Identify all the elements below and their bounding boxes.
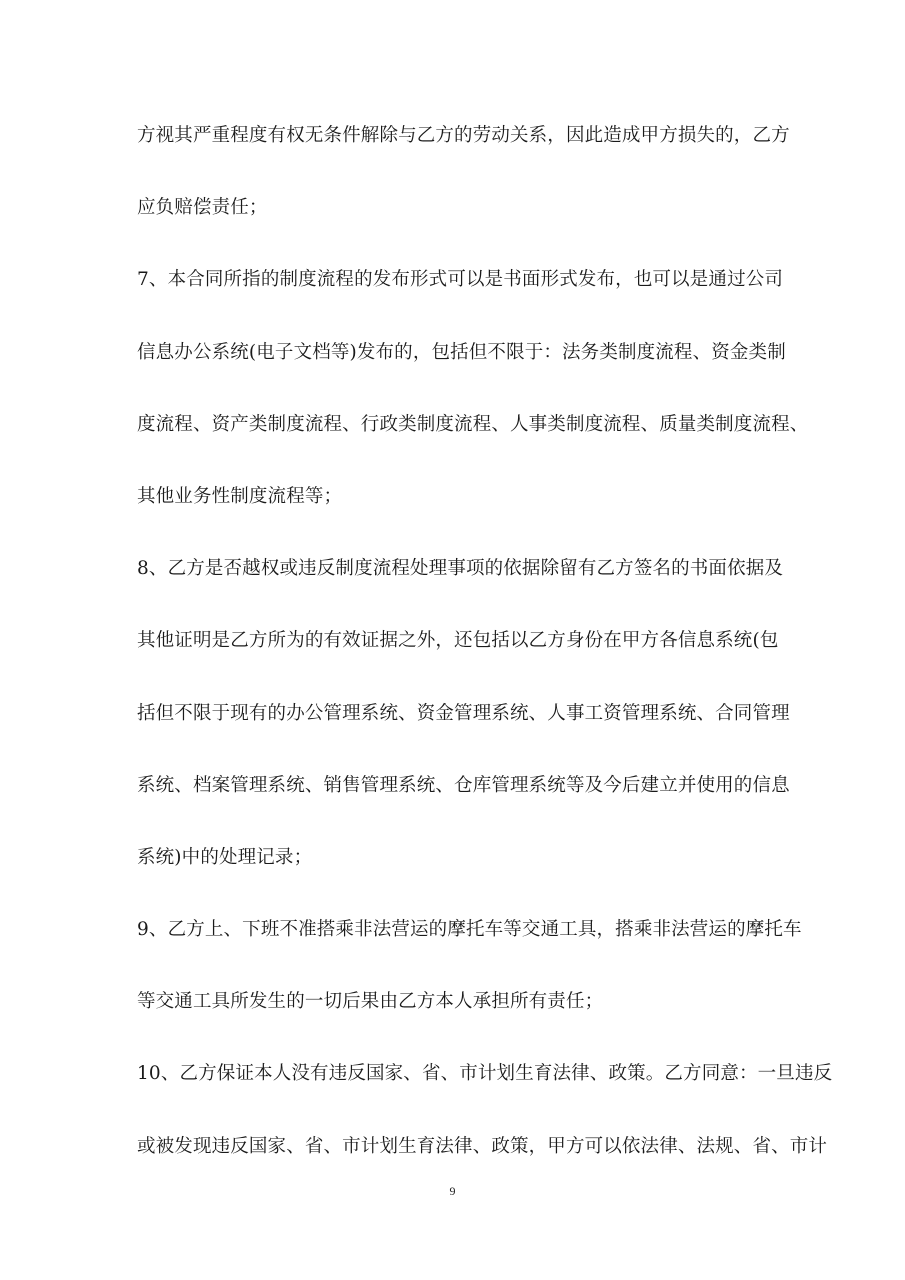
text-line: 7、本合同所指的制度流程的发布形式可以是书面形式发布，也可以是通过公司 — [137, 269, 784, 291]
text-line: 9、乙方上、下班不准搭乘非法营运的摩托车等交通工具，搭乘非法营运的摩托车 — [137, 919, 802, 941]
text-line: 或被发现违反国家、省、市计划生育法律、政策，甲方可以依法律、法规、省、市计 — [137, 1135, 828, 1157]
text-line: 等交通工具所发生的一切后果由乙方本人承担所有责任； — [137, 991, 604, 1013]
text-line: 方视其严重程度有权无条件解除与乙方的劳动关系，因此造成甲方损失的，乙方 — [137, 125, 790, 146]
text-line: 系统)中的处理记录； — [137, 846, 313, 868]
text-line: 度流程、资产类制度流程、行政类制度流程、人事类制度流程、质量类制度流程、 — [137, 413, 809, 435]
text-line: 系统、档案管理系统、销售管理系统、仓库管理系统等及今后建立并使用的信息 — [137, 774, 790, 796]
document-body — [137, 116, 833, 1199]
text-line: 其他业务性制度流程等； — [137, 485, 343, 507]
text-line: 应负赔偿责任； — [137, 197, 268, 219]
text-line: 括但不限于现有的办公管理系统、资金管理系统、人事工资管理系统、合同管理 — [137, 702, 790, 724]
page-number: 9 — [449, 1184, 456, 1198]
text-line: 其他证明是乙方所为的有效证据之外，还包括以乙方身份在甲方各信息系统(包 — [137, 630, 779, 652]
text-line: 8、乙方是否越权或违反制度流程处理事项的依据除留有乙方签名的书面依据及 — [137, 558, 784, 580]
text-line: 10、乙方保证本人没有违反国家、省、市计划生育法律、政策。乙方同意：一旦违反 — [137, 1063, 833, 1085]
text-line: 信息办公系统(电子文档等)发布的，包括但不限于：法务类制度流程、资金类制 — [137, 341, 786, 363]
